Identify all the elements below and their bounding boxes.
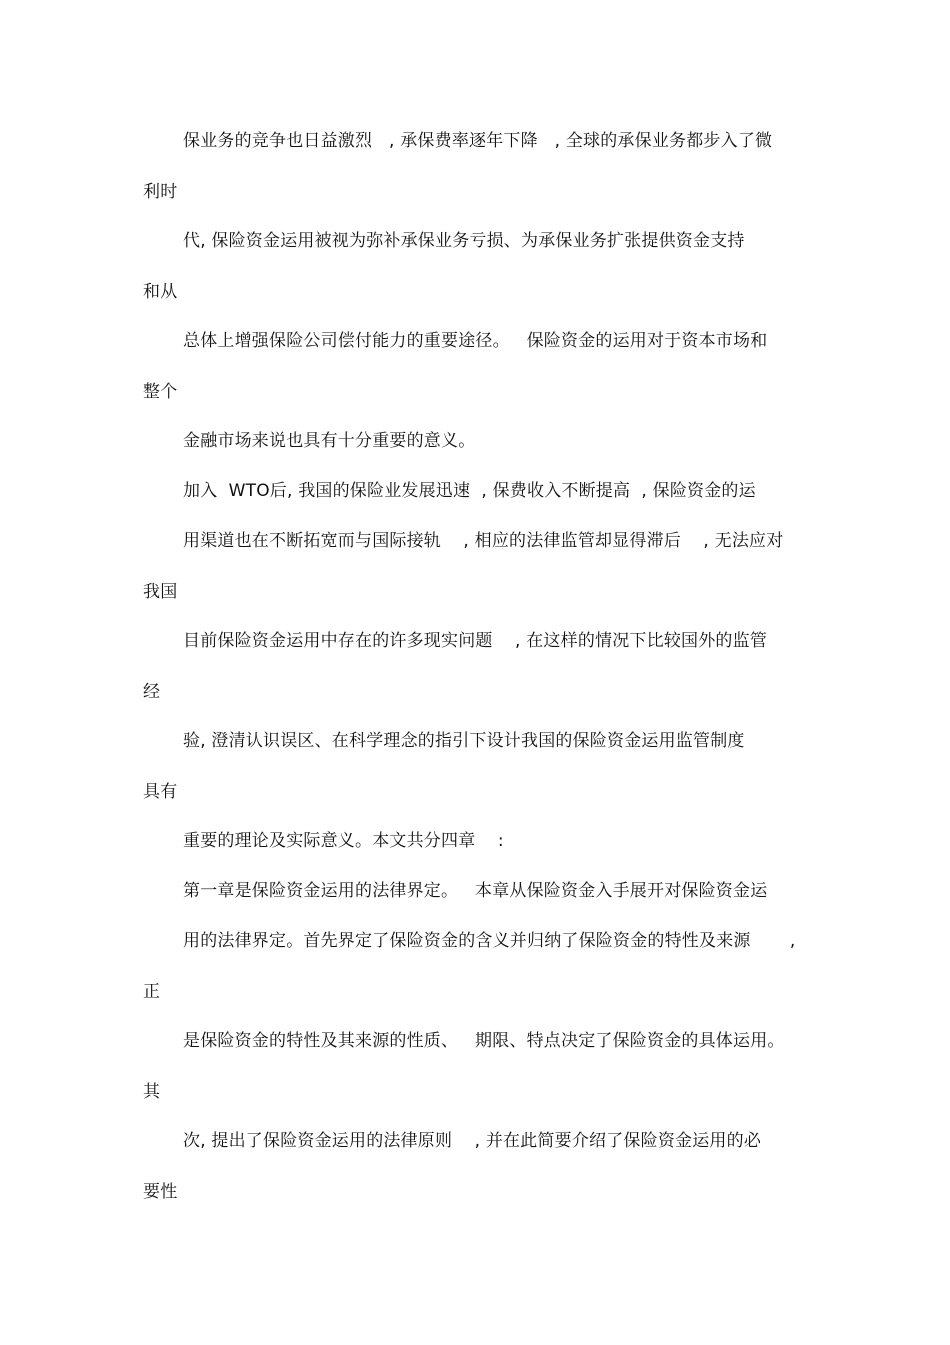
- text-line: 要性: [143, 1182, 178, 1202]
- text-line: 次, 提出了保险资金运用的法律原则 , 并在此简要介绍了保险资金运用的必: [183, 1131, 762, 1151]
- text-line: 用的法律界定。首先界定了保险资金的含义并归纳了保险资金的特性及来源 ,: [183, 931, 796, 951]
- text-line: 和从: [143, 282, 178, 302]
- text-line: 第一章是保险资金运用的法律界定。 本章从保险资金入手展开对保险资金运: [183, 881, 768, 901]
- text-line: 重要的理论及实际意义。本文共分四章 :: [183, 831, 504, 851]
- text-line: 具有: [143, 782, 178, 802]
- text-line: 代, 保险资金运用被视为弥补承保业务亏损、为承保业务扩张提供资金支持: [183, 231, 745, 251]
- text-line: 经: [143, 682, 161, 702]
- text-line: 我国: [143, 582, 178, 602]
- text-line: 其: [143, 1082, 161, 1102]
- text-line: 验, 澄清认识误区、在科学理念的指引下设计我国的保险资金运用监管制度: [183, 731, 745, 751]
- text-line: 保业务的竞争也日益激烈 , 承保费率逐年下降 , 全球的承保业务都步入了微: [183, 131, 773, 151]
- text-line: 整个: [143, 382, 178, 402]
- text-line: 利时: [143, 182, 178, 202]
- text-line: 加入 WTO后, 我国的保险业发展迅速 , 保费收入不断提高 , 保险资金的运: [183, 481, 756, 501]
- text-line: 目前保险资金运用中存在的许多现实问题 , 在这样的情况下比较国外的监管: [183, 631, 768, 651]
- text-line: 是保险资金的特性及其来源的性质、 期限、特点决定了保险资金的具体运用。: [183, 1031, 785, 1051]
- text-line: 用渠道也在不断拓宽而与国际接轨 , 相应的法律监管却显得滞后 , 无法应对: [183, 531, 784, 551]
- text-line: 正: [143, 982, 161, 1002]
- text-line: 金融市场来说也具有十分重要的意义。: [183, 431, 476, 451]
- text-line: 总体上增强保险公司偿付能力的重要途径。 保险资金的运用对于资本市场和: [183, 331, 768, 351]
